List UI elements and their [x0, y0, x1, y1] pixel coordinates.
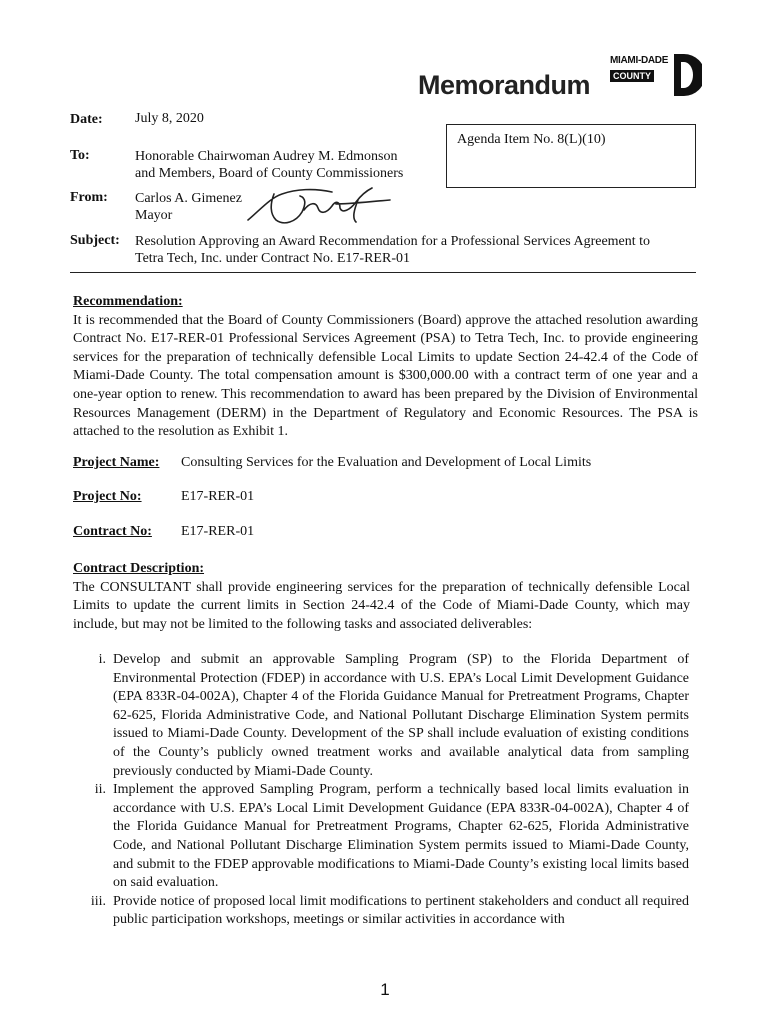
- date-label: Date:: [70, 112, 103, 127]
- contract-description-heading: Contract Description:: [73, 561, 205, 576]
- subject-text: [135, 233, 650, 267]
- date-value: July 8, 2020: [135, 111, 204, 126]
- to-label: To:: [70, 148, 90, 163]
- to-recipient: [135, 148, 403, 182]
- list-item: [94, 781, 689, 893]
- list-item-text: Provide notice of proposed local limit modifications to pertinent stakeholders and conduct all required public participation workshops, meetings or similar activities in accordance with: [113, 893, 689, 928]
- logo-d-icon: [672, 52, 702, 98]
- agenda-item-box: [446, 124, 696, 188]
- list-item-text: Develop and submit an approvable Sampling Program (SP) to the Florida Department of Environmental Protection (FDEP) in accordance with U.S. EPA’s Local Limit Development Guidance (EPA 833R-04-002A), Chapter 4 of the Florida Guidance Manual for Pretreatment Programs, Chapter 62-625, Florida Administrative Code, and National Pollutant Discharge Elimination System permits issued to Miami-Dade County. Development of the SP shall include evaluation of existing conditions of the County’s publicly owned treatment works and available analytical data from sampling previously conducted by Miami-Dade County.: [113, 652, 689, 779]
- contract-description-section: [73, 560, 690, 634]
- contract-no-label: Contract No:: [73, 524, 152, 539]
- list-item: [90, 893, 689, 930]
- list-item-text: Implement the approved Sampling Program, perform a technically based local limits evaluation in accordance with U.S. EPA’s Local Limit Development Guidance (EPA 833R-04-002A), Chapter 4 of the Florida Guidance Manual for Pretreatment Programs, Chapter 62-625, Florida Administrative Code, and National Pollutant Discharge Elimination System permits issued to Miami-Dade County, and submit to the FDEP approvable modifications to Miami-Dade County’s existing local limits based on said evaluation.: [113, 782, 689, 891]
- from-sender: [135, 190, 242, 224]
- task-list: [90, 651, 689, 930]
- to-line1: Honorable Chairwoman Audrey M. Edmonson: [135, 149, 398, 164]
- list-item-number: iii.: [90, 893, 106, 909]
- subject-line2: Tetra Tech, Inc. under Contract No. E17-RER-01: [135, 251, 410, 266]
- subject-label: Subject:: [70, 233, 120, 248]
- header-divider: [70, 272, 696, 273]
- contract-no-value: E17-RER-01: [181, 524, 255, 539]
- from-line2: Mayor: [135, 208, 173, 223]
- subject-line1: Resolution Approving an Award Recommendation for a Professional Services Agreement to: [135, 234, 651, 249]
- project-name-value: Consulting Services for the Evaluation and Development of Local Limits: [181, 455, 592, 470]
- agenda-item: Agenda Item No. 8(L)(10): [457, 132, 606, 147]
- list-item: [98, 651, 689, 781]
- from-label: From:: [70, 190, 108, 205]
- recommendation-text: It is recommended that the Board of County Commissioners (Board) approve the attached resolution awarding Contract No. E17-RER-01 Professional Services Agreement (PSA) to Tetra Tech, Inc. to provide engineering services for the preparation of technically defensible Local Limits to update Section 24-42.4 of the Code of Miami-Dade County. The total compensation amount is $300,000.00 with a contract term of one year and a one-year option to renew. This recommendation to award has been prepared by the Division of Environmental Resources Management (DERM) in the Department of Regulatory and Economic Resources. The PSA is attached to the resolution as Exhibit 1.: [73, 312, 698, 440]
- recommendation-heading: Recommendation:: [73, 294, 183, 309]
- recommendation-section: [73, 293, 698, 442]
- project-name-label: Project Name:: [73, 455, 160, 470]
- from-line1: Carlos A. Gimenez: [135, 191, 242, 206]
- to-line2: and Members, Board of County Commissioners: [135, 166, 404, 181]
- list-item-number: i.: [98, 652, 106, 667]
- project-no-value: E17-RER-01: [181, 489, 255, 504]
- signature-icon: [240, 180, 400, 232]
- contract-description-text: The CONSULTANT shall provide engineering services for the preparation of technically defensible Local Limits to update the current limits in Section 24-42.4 of the Code of Miami-Dade County, which may include, but may not be limited to the following tasks and associated deliverables:: [73, 579, 690, 632]
- memo-title: Memorandum: [418, 70, 591, 100]
- logo-line1: MIAMI-DADE: [610, 55, 669, 66]
- logo-line2: COUNTY: [610, 70, 654, 82]
- list-item-number: ii.: [94, 782, 106, 798]
- project-no-label: Project No:: [73, 489, 142, 504]
- miami-dade-logo: [610, 52, 702, 98]
- page-number: 1: [380, 980, 390, 999]
